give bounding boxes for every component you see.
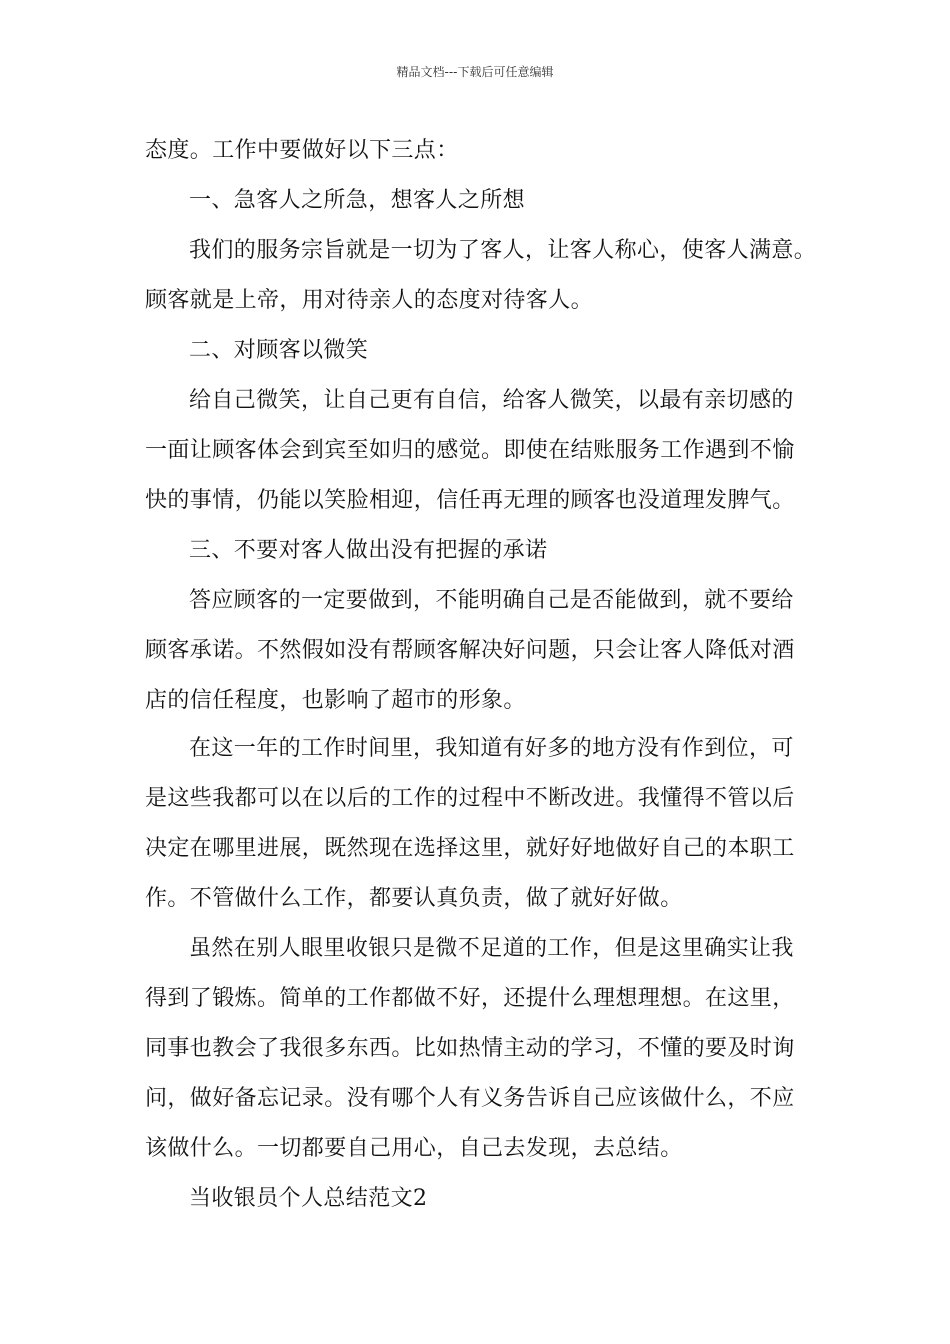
- body-line: 作。不管做什么工作，都要认真负责，做了就好好做。: [145, 886, 683, 911]
- page-header: 精品文档---下载后可任意编辑: [396, 65, 554, 79]
- section-title: 当收银员个人总结范文2: [189, 1186, 428, 1211]
- body-line: 同事也教会了我很多东西。比如热情主动的学习，不懂的要及时询: [145, 1036, 795, 1061]
- body-line: 虽然在别人眼里收银只是微不足道的工作，但是这里确实让我: [189, 936, 794, 961]
- body-line: 该做什么。一切都要自己用心，自己去发现，去总结。: [145, 1136, 683, 1161]
- body-line: 快的事情，仍能以笑脸相迎，信任再无理的顾客也没道理发脾气。: [145, 488, 795, 513]
- body-line: 态度。工作中要做好以下三点：: [145, 138, 459, 163]
- body-line: 答应顾客的一定要做到，不能明确自己是否能做到，就不要给: [189, 588, 794, 613]
- body-line: 顾客承诺。不然假如没有帮顾客解决好问题，只会让客人降低对酒: [145, 638, 795, 663]
- section-heading: 二、对顾客以微笑: [189, 338, 369, 363]
- body-line: 得到了锻炼。简单的工作都做不好，还提什么理想理想。在这里，: [145, 986, 795, 1011]
- body-line: 是这些我都可以在以后的工作的过程中不断改进。我懂得不管以后: [145, 786, 795, 811]
- body-line: 一面让顾客体会到宾至如归的感觉。即使在结账服务工作遇到不愉: [145, 438, 795, 463]
- body-line: 顾客就是上帝，用对待亲人的态度对待客人。: [145, 288, 594, 313]
- section-heading: 三、不要对客人做出没有把握的承诺: [189, 538, 548, 563]
- body-line: 决定在哪里进展，既然现在选择这里，就好好地做好自己的本职工: [145, 836, 795, 861]
- body-line: 问，做好备忘记录。没有哪个人有义务告诉自己应该做什么，不应: [145, 1086, 795, 1111]
- section-heading: 一、急客人之所急，想客人之所想: [189, 188, 526, 213]
- body-line: 给自己微笑，让自己更有自信，给客人微笑，以最有亲切感的: [189, 388, 794, 413]
- body-line: 我们的服务宗旨就是一切为了客人，让客人称心，使客人满意。: [189, 238, 817, 263]
- body-line: 店的信任程度，也影响了超市的形象。: [145, 688, 526, 713]
- body-line: 在这一年的工作时间里，我知道有好多的地方没有作到位，可: [189, 736, 794, 761]
